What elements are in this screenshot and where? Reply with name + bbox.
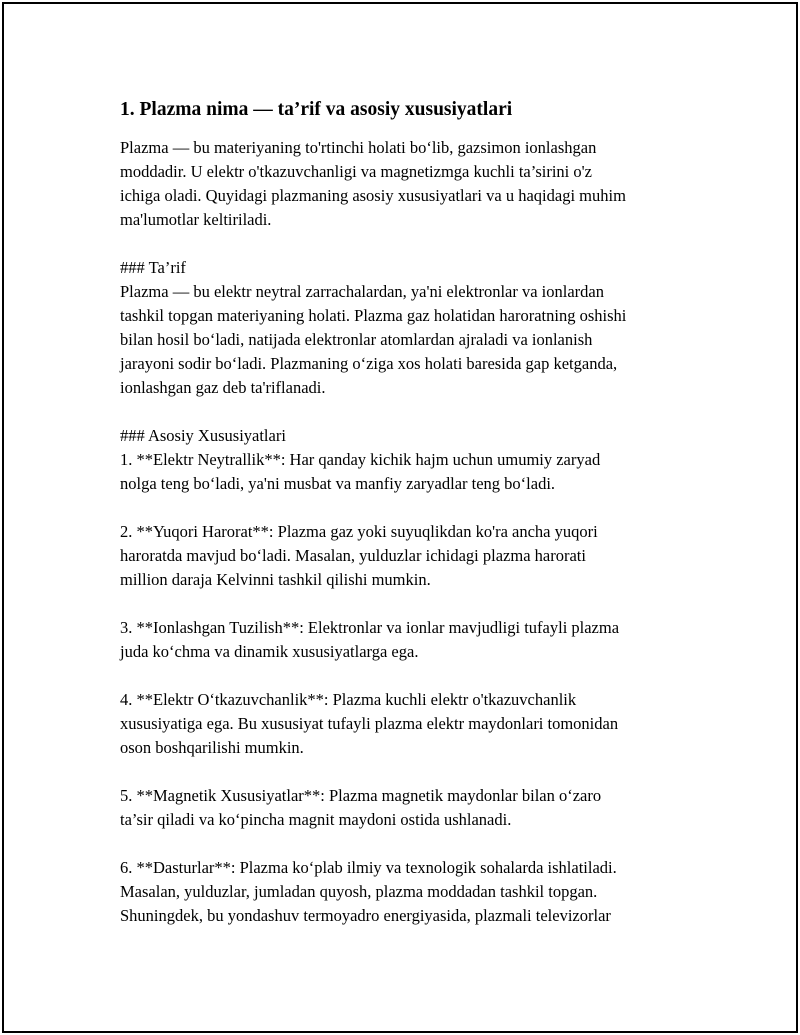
- property-item-1: 1. **Elektr Neytrallik**: Har qanday kichik hajm uchun umumiy zaryad nolga teng bo‘ladi, ya'ni musbat va manfiy zaryadlar teng bo‘ladi.: [120, 450, 601, 493]
- document-page: [2, 2, 798, 1033]
- property-item-5: 5. **Magnetik Xususiyatlar**: Plazma magnetik maydonlar bilan o‘zaro ta’sir qiladi va ko‘pincha magnit maydoni ostida ushlanadi.: [120, 786, 602, 829]
- property-item-6: 6. **Dasturlar**: Plazma ko‘plab ilmiy va texnologik sohalarda ishlatiladi. Masalan, yulduzlar, jumladan quyosh, plazma moddadan tashkil topgan. Shuningdek, bu yondashuv termoyadro energiyasida, plazmali televizorlar: [120, 858, 617, 925]
- properties-heading: ### Asosiy Xususiyatlari: [120, 426, 286, 445]
- document-content: [120, 96, 700, 928]
- property-item-2: 2. **Yuqori Harorat**: Plazma gaz yoki suyuqlikdan ko'ra ancha yuqori haroratda mavjud bo‘ladi. Masalan, yulduzlar ichidagi plazma harorati million daraja Kelvinni tashkil qilishi mumkin.: [120, 522, 598, 589]
- paragraph-gap: [120, 664, 700, 688]
- paragraph-gap: [120, 400, 700, 424]
- paragraph-gap: [120, 760, 700, 784]
- paragraph-gap: [120, 592, 700, 616]
- definition-section: ### Ta’rif Plazma — bu elektr neytral zarrachalardan, ya'ni elektronlar va ionlardan tashkil topgan materiyaning holati. Plazma gaz holatidan haroratning oshishi bilan hosil bo‘ladi, natijada elektronlar atomlardan ajraladi va ionlanish jarayoni sodir bo‘ladi. Plazmaning o‘ziga xos holati baresida gap ketganda, ionlashgan gaz deb ta'riflanadi.: [120, 258, 627, 397]
- intro-paragraph: Plazma — bu materiyaning to'rtinchi holati bo‘lib, gazsimon ionlashgan moddadir. U elektr o'tkazuvchanligi va magnetizmga kuchli ta’sirini o'z ichiga oladi. Quyidagi plazmaning asosiy xususiyatlari va u haqidagi muhim ma'lumotlar keltiriladi.: [120, 138, 626, 229]
- paragraph-gap: [120, 232, 700, 256]
- paragraph-gap: [120, 832, 700, 856]
- property-item-4: 4. **Elektr O‘tkazuvchanlik**: Plazma kuchli elektr o'tkazuvchanlik xususiyatiga ega. Bu xususiyat tufayli plazma elektr maydonlari tomonidan oson boshqarilishi mumkin.: [120, 690, 619, 757]
- paragraph-gap: [120, 496, 700, 520]
- property-item-3: 3. **Ionlashgan Tuzilish**: Elektronlar va ionlar mavjudligi tufayli plazma juda ko‘chma va dinamik xususiyatlarga ega.: [120, 618, 620, 661]
- document-title: 1. Plazma nima — ta’rif va asosiy xususiyatlari: [120, 99, 513, 120]
